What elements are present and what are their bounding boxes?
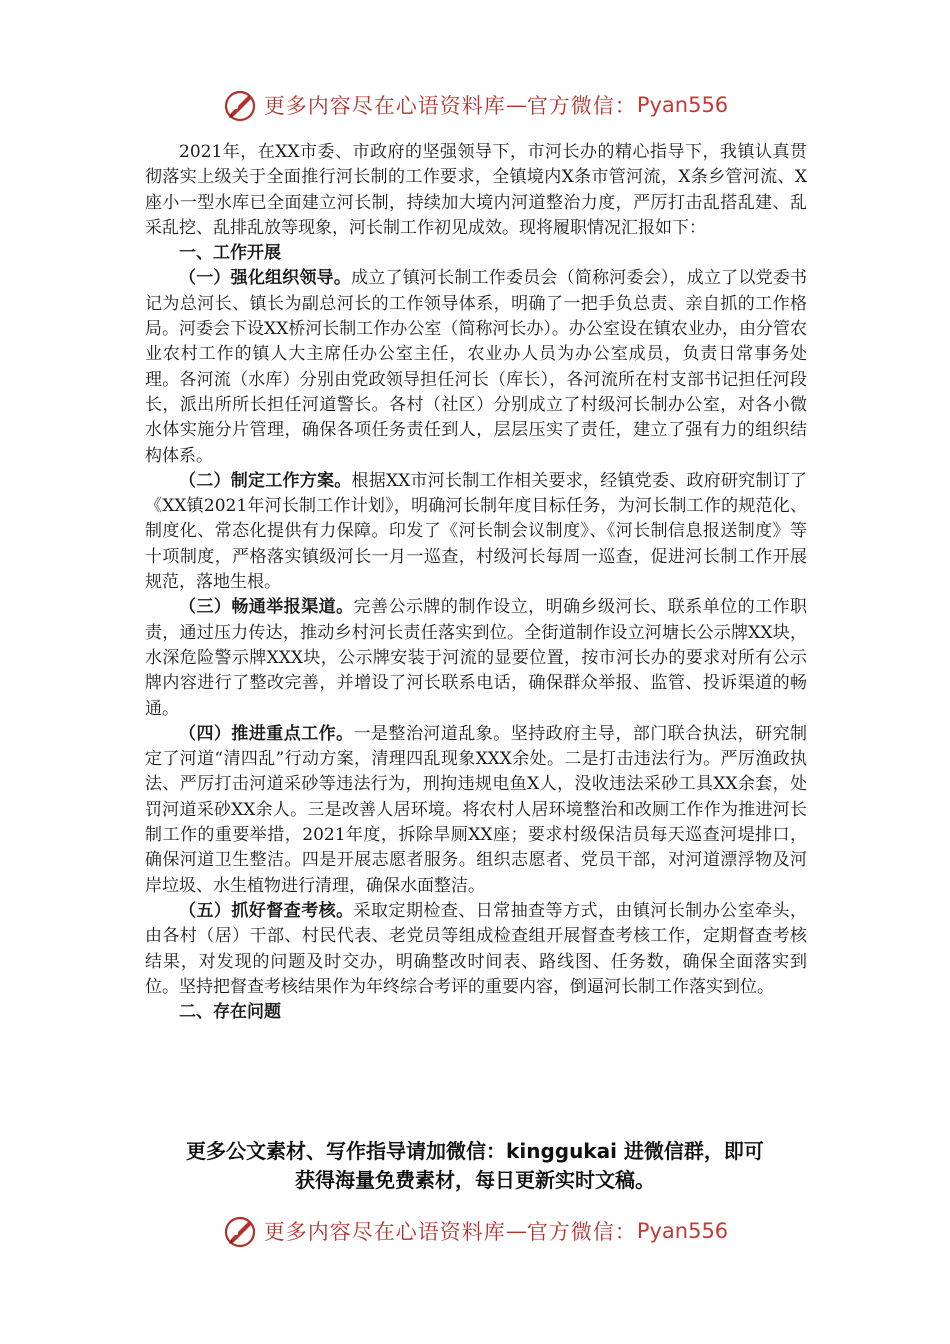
banner-official-label: 官方微信： — [526, 1220, 637, 1244]
item-lead: （四）推进重点工作。 — [179, 723, 354, 744]
item-paragraph — [145, 899, 807, 1000]
banner-wechat-id: Pyan556 — [636, 93, 729, 117]
section-heading-work: 一、工作开展 — [179, 243, 281, 264]
pen-logo-icon — [222, 87, 258, 123]
banner-official-label: 官方微信： — [526, 94, 637, 118]
item-text: 采取定期检查、日常抽查等方式，由镇河长制办公室牵头，由各村（居）干部、村民代表、老党员等组成检查组开展督查考核工作，定期督查考核结果，对发现的问题及时交办，明确整改时间表、路线图、任务数，确保全面落实到位。坚持把督查考核结果作为年终综合考评的重要内容，倒逼河长制工作落实到位。 — [145, 900, 808, 997]
item-text: 一是整治河道乱象。坚持政府主导，部门联合执法，研究制定了河道“清四乱”行动方案，清理四乱现象XXX余处。二是打击违法行为。严厉渔政执法、严厉打击河道采砂等违法行为，刑拘违规电鱼X人，没收违法采砂工具XX余套，处罚河道采砂XX余人。三是改善人居环境。将农村人居环境整治和改厕工作作为推进河长制工作的重要举措，2021年度，拆除旱厕XX座；要求村级保洁员每天巡查河堤排口，确保河道卫生整洁。四是开展志愿者服务。组织志愿者、党员干部，对河道漂浮物及河岸垃圾、水生植物进行清理，确保水面整洁。 — [145, 723, 808, 896]
banner-separator: — — [505, 93, 527, 117]
section-heading-problems: 二、存在问题 — [179, 1002, 281, 1023]
item-lead: （二）制定工作方案。 — [179, 470, 352, 491]
promo-line-1: 更多公文素材、写作指导请加微信：kinggukai 进微信群，即可 — [186, 1139, 764, 1163]
item-paragraph — [145, 266, 807, 468]
pen-logo-icon — [222, 1213, 258, 1249]
banner-separator: — — [505, 1219, 527, 1243]
item-lead: （三）畅通举报渠道。 — [179, 597, 354, 618]
promo-line-2: 获得海量免费素材，每日更新实时文稿。 — [295, 1168, 655, 1192]
item-text: 根据XX市河长制工作相关要求，经镇党委、政府研究制订了《XX镇2021年河长制工作计划》，明确河长制年度目标任务，为河长制工作的规范化、制度化、常态化提供有力保障。印发了《河长制会议制度》、《河长制信息报送制度》等十项制度，严格落实镇级河长一月一巡查，村级河长每周一巡查，促进河长制工作开展规范，落地生根。 — [145, 470, 807, 593]
item-text: 完善公示牌的制作设立，明确乡级河长、联系单位的工作职责，通过压力传达，推动乡村河长责任落实到位。全街道制作设立河塘长公示牌XX块，水深危险警示牌XXX块，公示牌安装于河流的显要位置，按市河长办的要求对所有公示牌内容进行了整改完善，并增设了河长联系电话，确保群众举报、监管、投诉渠道的畅通。 — [145, 597, 808, 719]
banner-brand-text: 更多内容尽在心语资料库 — [263, 1220, 506, 1244]
promo-notice — [0, 1137, 950, 1195]
document-body — [145, 140, 807, 1025]
item-lead: （五）抓好督查考核。 — [179, 900, 354, 921]
item-lead: （一）强化组织领导。 — [179, 268, 352, 289]
item-paragraph — [145, 722, 807, 899]
header-watermark-banner — [0, 82, 950, 128]
item-paragraph — [145, 595, 807, 721]
banner-wechat-id: Pyan556 — [636, 1219, 729, 1243]
footer-watermark-banner — [0, 1208, 950, 1254]
item-text: 成立了镇河长制工作委员会（简称河委会），成立了以党委书记为总河长、镇长为副总河长的工作领导体系，明确了一把手负总责、亲自抓的工作格局。河委会下设XX桥河长制工作办公室（简称河长办）。办公室设在镇农业办，由分管农业农村工作的镇人大主席任办公室主任，农业办人员为办公室成员，负责日常事务处理。各河流（水库）分别由党政领导担任河长（库长），各河流所在村支部书记担任河段长，派出所所长担任河道警长。各村（社区）分别成立了村级河长制办公室，对各小微水体实施分片管理，确保各项任务责任到人，层层压实了责任，建立了强有力的组织结构体系。 — [145, 268, 808, 466]
banner-brand-text: 更多内容尽在心语资料库 — [263, 94, 506, 118]
item-paragraph — [145, 469, 807, 595]
intro-paragraph: 2021年，在XX市委、市政府的坚强领导下，市河长办的精心指导下，我镇认真贯彻落实上级关于全面推行河长制的工作要求，全镇境内X条市管河流，X条乡管河流、X座小一型水库已全面建立河长制，持续加大境内河道整治力度，严厉打击乱搭乱建、乱采乱挖、乱排乱放等现象，河长制工作初见成效。现将履职情况汇报如下： — [145, 142, 807, 238]
